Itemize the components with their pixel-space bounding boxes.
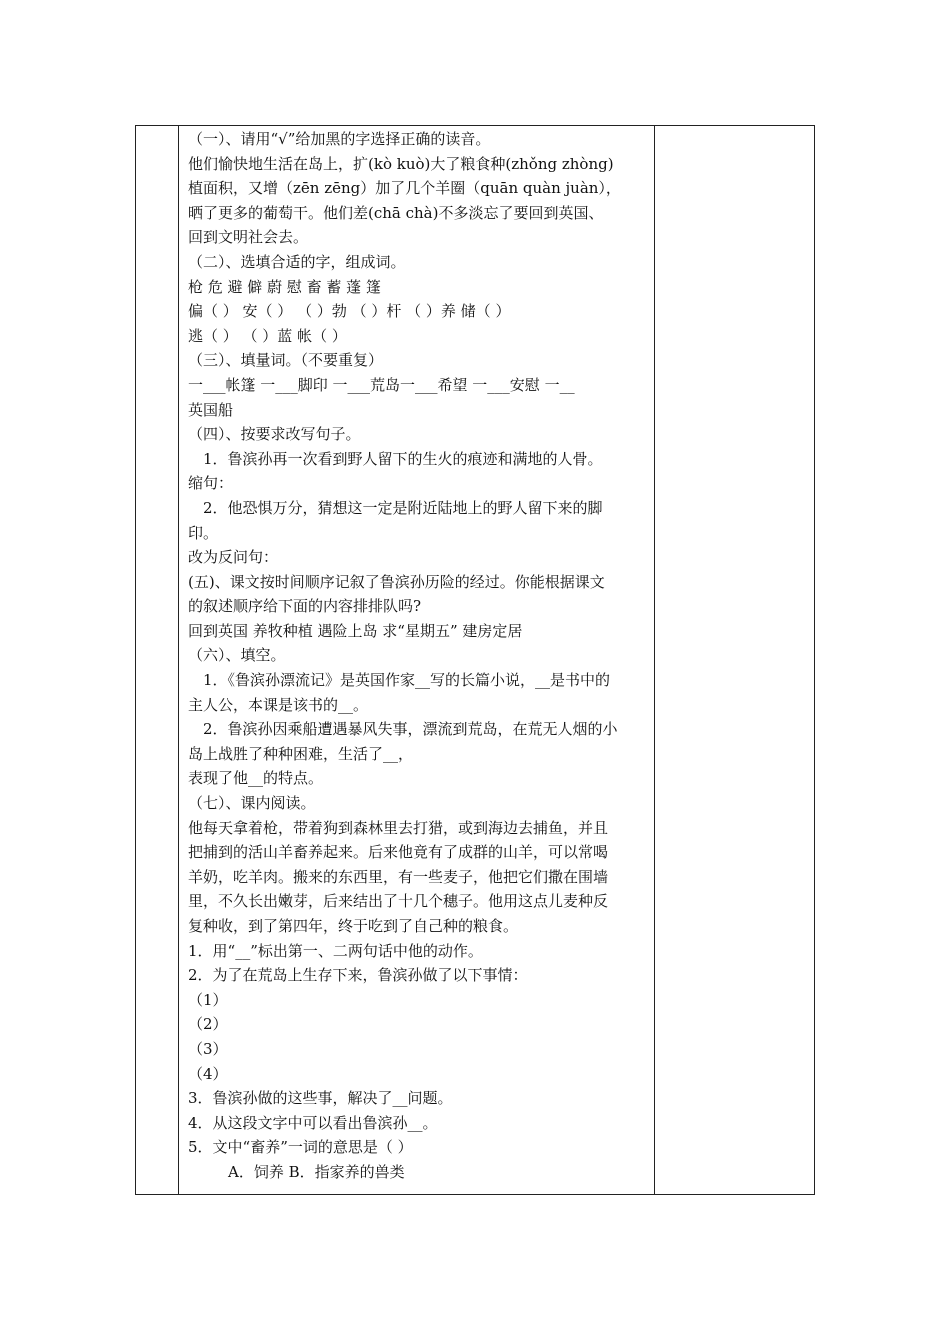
fill-blank-item: 2．鲁滨孙因乘船遭遇暴风失事，漂流到荒岛，在荒无人烟的小 (203, 720, 618, 739)
paragraph-line: 植面积，又增（zēn zēng）加了几个羊圈（quān quàn juàn）， (188, 179, 621, 198)
fill-blank-item: 表现了他__的特点。 (188, 769, 324, 788)
character-options: 枪 危 避 僻 蔚 慰 畜 蓄 蓬 篷 (188, 277, 381, 296)
word-blanks-line: 逃（ ） （ ）蓝 帐（ ） (188, 326, 347, 345)
word-blanks-line: 偏（ ） 安（ ） （ ）勃 （ ）杆 （ ）养 储（ ） (188, 302, 511, 321)
section-3-heading: （三）、填量词。（不要重复） (188, 351, 384, 370)
sentence-item: 印。 (188, 523, 219, 542)
measure-word-blanks: 英国船 (188, 400, 234, 419)
ordering-items: 回到英国 养牧种植 遇险上岛 求“星期五” 建房定居 (188, 621, 523, 640)
section-1-heading: （一）、请用“√”给加黑的字选择正确的读音。 (188, 130, 491, 148)
fill-blank-item: 1．《鲁滨孙漂流记》是英国作家__写的长篇小说，__是书中的 (203, 671, 611, 690)
left-column (136, 126, 179, 1194)
section-7-heading: （七）、课内阅读。 (188, 794, 316, 813)
section-2-heading: （二）、选填合适的字，组成词。 (188, 252, 406, 271)
reading-passage-line: 复种收，到了第四年，终于吃到了自己种的粮食。 (188, 917, 519, 935)
reading-passage-line: 他每天拿着枪，带着狗到森林里去打猎，或到海边去捕鱼，并且 (188, 818, 609, 837)
answer-options: A．饲养 B．指家养的兽类 (228, 1162, 405, 1181)
answer-slot: （4） (188, 1064, 228, 1083)
section-5-heading: 的叙述顺序给下面的内容排排队吗? (188, 597, 422, 616)
reading-passage-line: 羊奶，吃羊肉。搬来的东西里，有一些麦子，他把它们撒在围墙 (188, 867, 609, 886)
question-item: 1．用“__”标出第一、二两句话中他的动作。 (188, 941, 483, 960)
section-4-heading: （四）、按要求改写句子。 (188, 425, 361, 444)
reading-passage-line: 把捕到的活山羊畜养起来。后来他竟有了成群的山羊，可以常喝 (188, 843, 609, 862)
answer-slot: （3） (188, 1039, 228, 1058)
question-item: 2．为了在荒岛上生存下来，鲁滨孙做了以下事情： (188, 966, 528, 985)
answer-slot: （2） (188, 1015, 228, 1034)
measure-word-blanks: 一___帐篷 一___脚印 一___荒岛一___希望 一___安慰 一__ (188, 375, 575, 394)
question-item: 3．鲁滨孙做的这些事，解决了__问题。 (188, 1089, 453, 1108)
question-item: 5．文中“畜养”一词的意思是（ ） (188, 1138, 413, 1157)
fill-blank-item: 主人公，本课是该书的__。 (188, 695, 369, 714)
paragraph-line: 他们愉快地生活在岛上，扩(kò kuò)大了粮食种(zhǒng zhòng) (188, 154, 614, 173)
document-table (135, 125, 815, 1195)
answer-prompt: 缩句： (188, 474, 234, 493)
sentence-item: 1．鲁滨孙再一次看到野人留下的生火的痕迹和满地的人骨。 (203, 449, 603, 468)
reading-passage-line: 里，不久长出嫩芽，后来结出了十几个穗子。他用这点儿麦种反 (188, 892, 609, 911)
paragraph-line: 回到文明社会去。 (188, 228, 309, 247)
paragraph-line: 晒了更多的葡萄干。他们差(chā chà)不多淡忘了要回到英国、 (188, 203, 604, 222)
answer-slot: （1） (188, 990, 228, 1009)
answer-prompt: 改为反问句： (188, 548, 279, 567)
right-column (654, 126, 814, 1194)
section-6-heading: （六）、填空。 (188, 646, 286, 665)
section-5-heading: (五)、课文按时间顺序记叙了鲁滨孙历险的经过。你能根据课文 (188, 572, 605, 591)
exercise-content (179, 126, 656, 1194)
sentence-item: 2．他恐惧万分，猜想这一定是附近陆地上的野人留下来的脚 (203, 498, 603, 517)
fill-blank-item: 岛上战胜了种种困难，生活了__， (188, 744, 414, 763)
question-item: 4．从这段文字中可以看出鲁滨孙__。 (188, 1113, 438, 1132)
